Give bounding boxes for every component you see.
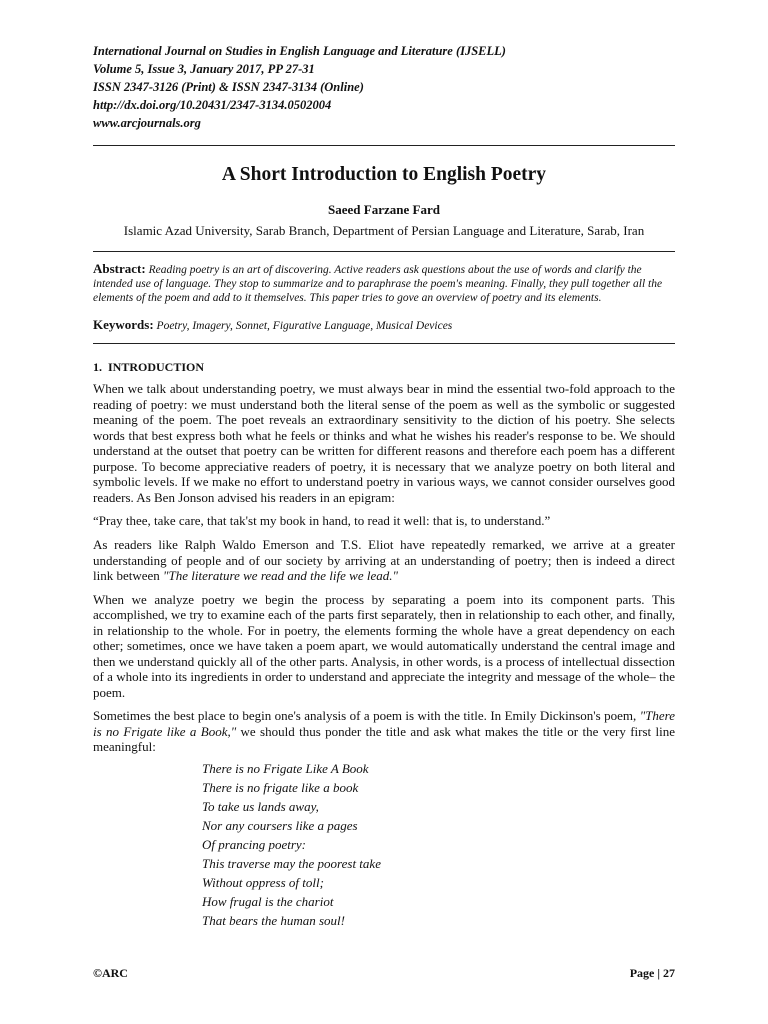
abstract-label: Abstract: bbox=[93, 261, 146, 276]
author-name: Saeed Farzane Fard bbox=[328, 202, 440, 217]
jonson-quote: “Pray thee, take care, that tak'st my book in hand, to read it well: that is, to understand.” bbox=[93, 513, 551, 528]
keywords-text: Poetry, Imagery, Sonnet, Figurative Language, Musical Devices bbox=[156, 320, 453, 332]
abstract-text: Reading poetry is an art of discovering. Active readers ask questions about the use of words and clarify the intended use of language. They stop to summarize and to paraphrase the poem's meaning. Finally, they pull together all the elements of the poem and add to it themselves. This paper tries to gove an overview of poetry and its elements. bbox=[93, 264, 663, 304]
journal-volume: Volume 5, Issue 3, January 2017, PP 27-31 bbox=[93, 62, 315, 76]
journal-name: International Journal on Studies in English Language and Literature (IJSELL) bbox=[93, 44, 506, 58]
intro-paragraph-4-text: Sometimes the best place to begin one's analysis of a poem is with the title. In Emily Dickinson's poem, bbox=[93, 708, 640, 723]
paper-title: A Short Introduction to English Poetry bbox=[221, 164, 547, 185]
section-heading-introduction bbox=[93, 360, 675, 375]
header-divider bbox=[93, 145, 675, 146]
intro-paragraph-1: When we talk about understanding poetry, we must always bear in mind the essential two-fold approach to the reading of poetry: we must understand both the literal sense of the poem as well as the symbolic or suggested meaning of the poem. The poet reveals an extraordinary sensitivity to the diction of his poetry. She selects words that best express both what he feels or thinks and what he wishes his reader's response to be. We should understand at the outset that poetry can be written for different reasons and therefore each poem has a different purpose. To become appreciative readers of poetry, it is necessary that we analyze poetry on both literal and symbolic levels. If we make no effort to understand poetry in various ways, we cannot consider ourselves good readers. As Ben Jonson advised his readers in an epigram: bbox=[93, 381, 675, 505]
page-footer bbox=[93, 966, 675, 981]
poem-title-reference: "There is no Frigate like a Book," bbox=[93, 708, 675, 739]
journal-doi[interactable]: http://dx.doi.org/10.20431/2347-3134.0502004 bbox=[93, 98, 332, 112]
poem-line: That bears the human soul! bbox=[202, 912, 345, 928]
poem-excerpt bbox=[202, 759, 675, 930]
keywords-label: Keywords: bbox=[93, 317, 154, 332]
poem-line: How frugal is the chariot bbox=[202, 893, 334, 909]
intro-paragraph-2-quote: "The literature we read and the life we lead." bbox=[163, 568, 398, 583]
journal-issn: ISSN 2347-3126 (Print) & ISSN 2347-3134 (Online) bbox=[93, 80, 364, 94]
poem-line: Without oppress of toll; bbox=[202, 874, 324, 890]
section-number: 1. bbox=[93, 360, 102, 374]
keywords-divider bbox=[93, 343, 675, 344]
poem-line: Of prancing poetry: bbox=[202, 836, 306, 852]
poem-line: There is no frigate like a book bbox=[202, 779, 359, 795]
paper-page bbox=[93, 40, 675, 930]
poem-line: This traverse may the poorest take bbox=[202, 855, 381, 871]
author-affiliation: Islamic Azad University, Sarab Branch, Department of Persian Language and Literature, Sarab, Iran bbox=[123, 223, 645, 238]
intro-paragraph-4 bbox=[93, 708, 675, 755]
poem-line: There is no Frigate Like A Book bbox=[202, 760, 369, 776]
footer-page-number: Page | 27 bbox=[629, 966, 675, 980]
poem-line: Nor any coursers like a pages bbox=[202, 817, 358, 833]
intro-paragraph-2-text: As readers like Ralph Waldo Emerson and T.S. Eliot have repeatedly remarked, we arrive at a greater understanding of people and of our society by arriving at an understanding of poetry; then is indeed a direct link between bbox=[93, 537, 675, 583]
journal-website[interactable]: www.arcjournals.org bbox=[93, 116, 201, 130]
footer-copyright: ©ARC bbox=[93, 966, 128, 980]
keywords bbox=[93, 317, 675, 333]
journal-header bbox=[93, 42, 675, 132]
intro-paragraph-2 bbox=[93, 537, 675, 584]
abstract bbox=[93, 262, 675, 305]
affiliation-divider bbox=[93, 251, 675, 252]
intro-paragraph-4-end: we should thus ponder the title and ask what makes the title or the very first line meaningful: bbox=[93, 723, 675, 754]
poem-line: To take us lands away, bbox=[202, 798, 319, 814]
section-title: INTRODUCTION bbox=[108, 360, 205, 374]
intro-paragraph-3: When we analyze poetry we begin the process by separating a poem into its component parts. This accomplished, we try to examine each of the parts first separately, then in relationship to each other, and finally, in relationship to the whole. For in poetry, the elements forming the whole have a great dependency on each other; sometimes, once we have taken a poem apart, we would automatically understand the central image and then we understand quickly all of the other parts. Analysis, in other words, is a process of intellectual dissection of a whole into its ingredients in order to understand and appreciate the integrity and message of the whole– the poem. bbox=[93, 591, 675, 700]
